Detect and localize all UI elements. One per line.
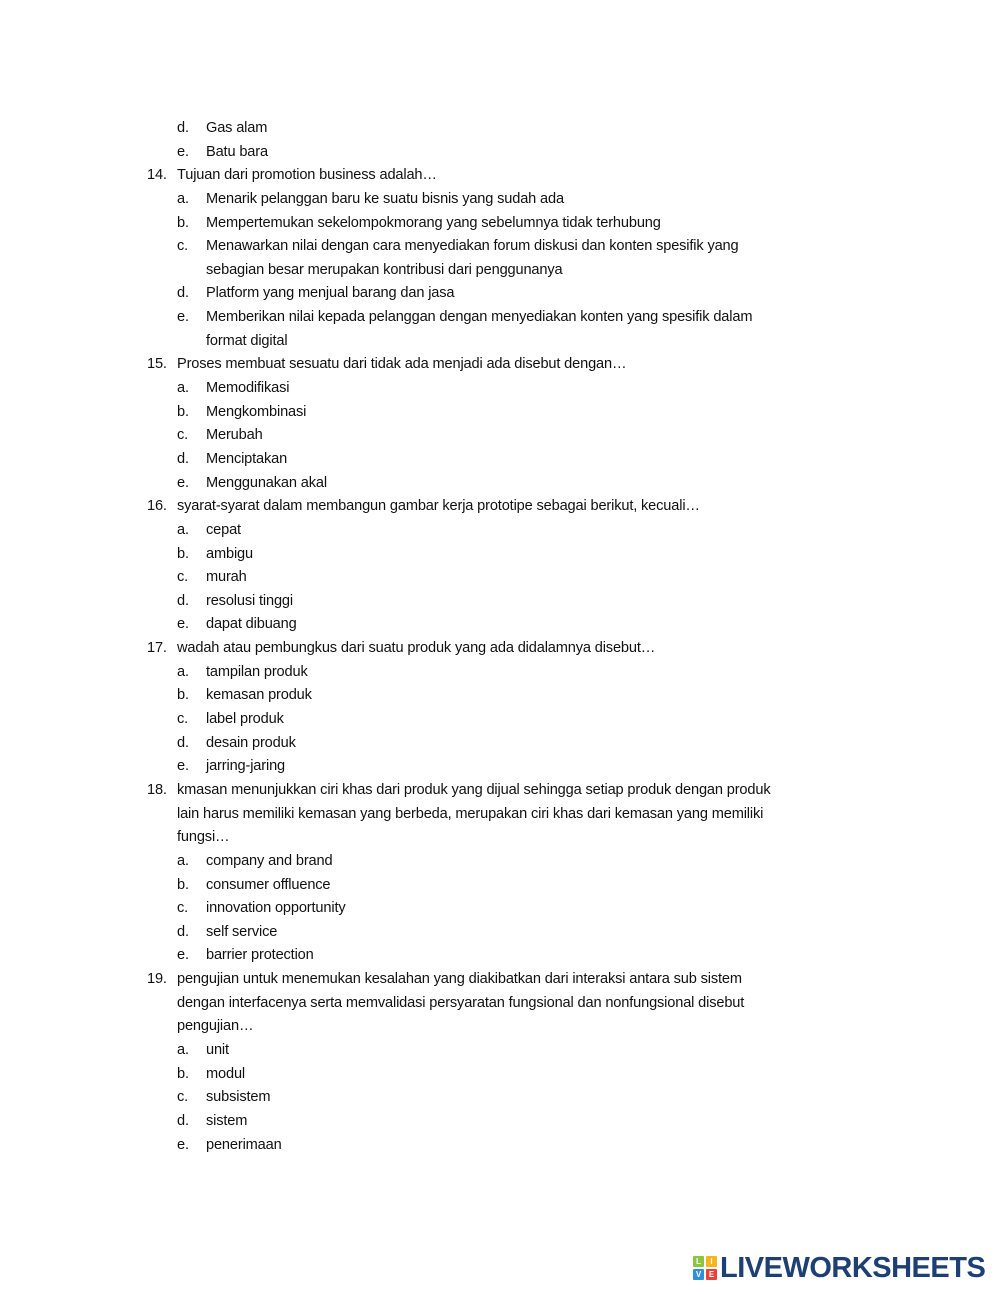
- question-text: pengujian…: [177, 1018, 254, 1035]
- option-letter: e.: [177, 616, 189, 633]
- option-text: unit: [206, 1041, 229, 1058]
- option-letter: e.: [177, 143, 189, 160]
- question-line: [0, 164, 1000, 188]
- logo-tile: V: [693, 1269, 704, 1280]
- option-text: format digital: [206, 332, 288, 349]
- option-letter: c.: [177, 238, 189, 255]
- answer-option[interactable]: [0, 661, 1000, 685]
- option-letter: b.: [177, 1065, 189, 1082]
- option-letter: b.: [177, 876, 189, 893]
- answer-option[interactable]: [0, 377, 1000, 401]
- answer-option[interactable]: [0, 850, 1000, 874]
- answer-option[interactable]: [0, 684, 1000, 708]
- option-letter: d.: [177, 285, 189, 302]
- option-text: Memodifikasi: [206, 380, 290, 397]
- option-text: Memberikan nilai kepada pelanggan dengan menyediakan konten yang spesifik dalam: [206, 309, 753, 326]
- option-letter: d.: [177, 450, 189, 467]
- option-letter: a.: [177, 1041, 189, 1058]
- answer-option[interactable]: [0, 944, 1000, 968]
- answer-option[interactable]: [0, 897, 1000, 921]
- option-text: Gas alam: [206, 120, 268, 136]
- option-text: tampilan produk: [206, 663, 308, 680]
- answer-option[interactable]: [0, 282, 1000, 306]
- option-letter: d.: [177, 734, 189, 751]
- question-text: Proses membuat sesuatu dari tidak ada menjadi ada disebut dengan…: [177, 356, 627, 373]
- question-line: [0, 353, 1000, 377]
- answer-option[interactable]: [0, 1086, 1000, 1110]
- liveworksheets-logo: [693, 1254, 985, 1282]
- logo-tile: L: [693, 1256, 704, 1267]
- answer-option[interactable]: [0, 874, 1000, 898]
- question-text: kmasan menunjukkan ciri khas dari produk yang dijual sehingga setiap produk dengan produk: [177, 781, 771, 798]
- option-letter: e.: [177, 1136, 189, 1153]
- option-text: self service: [206, 923, 278, 940]
- question-number: 18.: [147, 781, 167, 798]
- answer-option[interactable]: [0, 306, 1000, 330]
- option-text: Menawarkan nilai dengan cara menyediakan forum diskusi dan konten spesifik yang: [206, 238, 739, 255]
- option-text: jarring-jaring: [206, 758, 286, 775]
- question-text: wadah atau pembungkus dari suatu produk yang ada didalamnya disebut…: [177, 640, 656, 657]
- answer-option[interactable]: [0, 259, 1000, 283]
- option-text: sebagian besar merupakan kontribusi dari penggunanya: [206, 261, 563, 278]
- option-letter: b.: [177, 403, 189, 420]
- option-letter: d.: [177, 923, 189, 940]
- question-line: [0, 968, 1000, 992]
- option-letter: a.: [177, 663, 189, 680]
- answer-option[interactable]: [0, 921, 1000, 945]
- option-letter: e.: [177, 474, 189, 491]
- answer-option[interactable]: [0, 566, 1000, 590]
- question-number: 15.: [147, 356, 167, 373]
- question-text: pengujian untuk menemukan kesalahan yang diakibatkan dari interaksi antara sub sistem: [177, 971, 742, 988]
- option-text: Menggunakan akal: [206, 474, 327, 491]
- option-letter: d.: [177, 592, 189, 609]
- question-line: [0, 826, 1000, 850]
- question-number: 14.: [147, 167, 167, 184]
- option-letter: b.: [177, 687, 189, 704]
- option-text: Batu bara: [206, 143, 268, 160]
- option-text: ambigu: [206, 545, 253, 562]
- question-line: [0, 992, 1000, 1016]
- question-line: [0, 803, 1000, 827]
- option-letter: e.: [177, 758, 189, 775]
- question-text: syarat-syarat dalam membangun gambar kerja prototipe sebagai berikut, kecuali…: [177, 498, 700, 515]
- answer-option[interactable]: [0, 732, 1000, 756]
- option-letter: e.: [177, 947, 189, 964]
- answer-option[interactable]: [0, 117, 1000, 141]
- answer-option[interactable]: [0, 1110, 1000, 1134]
- answer-option[interactable]: [0, 448, 1000, 472]
- option-text: Mempertemukan sekelompokmorang yang sebelumnya tidak terhubung: [206, 214, 661, 231]
- answer-option[interactable]: [0, 330, 1000, 354]
- answer-option[interactable]: [0, 1134, 1000, 1158]
- option-text: Mengkombinasi: [206, 403, 307, 420]
- option-letter: c.: [177, 711, 189, 728]
- question-line: [0, 637, 1000, 661]
- question-number: 16.: [147, 498, 167, 515]
- answer-option[interactable]: [0, 543, 1000, 567]
- option-text: dapat dibuang: [206, 616, 297, 633]
- answer-option[interactable]: [0, 235, 1000, 259]
- answer-option[interactable]: [0, 590, 1000, 614]
- option-letter: d.: [177, 1112, 189, 1129]
- question-line: [0, 495, 1000, 519]
- option-text: penerimaan: [206, 1136, 282, 1153]
- logo-tile: I: [706, 1256, 717, 1267]
- option-text: innovation opportunity: [206, 900, 346, 917]
- option-text: consumer offluence: [206, 876, 331, 893]
- answer-option[interactable]: [0, 212, 1000, 236]
- option-text: kemasan produk: [206, 687, 312, 704]
- option-text: Merubah: [206, 427, 263, 444]
- option-text: cepat: [206, 521, 241, 538]
- answer-option[interactable]: [0, 188, 1000, 212]
- answer-option[interactable]: [0, 401, 1000, 425]
- question-text: Tujuan dari promotion business adalah…: [177, 167, 437, 184]
- logo-tile: E: [706, 1269, 717, 1280]
- option-text: desain produk: [206, 734, 296, 751]
- option-letter: c.: [177, 900, 189, 917]
- question-number: 19.: [147, 971, 167, 988]
- question-line: [0, 1015, 1000, 1039]
- option-letter: e.: [177, 309, 189, 326]
- logo-text: LIVEWORKSHEETS: [720, 1252, 986, 1284]
- question-text: lain harus memiliki kemasan yang berbeda, merupakan ciri khas dari kemasan yang memiliki: [177, 805, 764, 822]
- question-number: 17.: [147, 640, 167, 657]
- question-text: fungsi…: [177, 829, 230, 846]
- option-text: barrier protection: [206, 947, 314, 964]
- option-letter: c.: [177, 569, 189, 586]
- worksheet-document: [0, 117, 1000, 1157]
- option-text: murah: [206, 569, 247, 586]
- option-letter: b.: [177, 545, 189, 562]
- option-text: subsistem: [206, 1089, 271, 1106]
- option-letter: a.: [177, 521, 189, 538]
- answer-option[interactable]: [0, 755, 1000, 779]
- answer-option[interactable]: [0, 141, 1000, 165]
- option-text: modul: [206, 1065, 245, 1082]
- option-text: Menarik pelanggan baru ke suatu bisnis yang sudah ada: [206, 190, 564, 207]
- answer-option[interactable]: [0, 424, 1000, 448]
- live-tiles-icon: [693, 1256, 717, 1280]
- option-letter: b.: [177, 214, 189, 231]
- answer-option[interactable]: [0, 472, 1000, 496]
- option-text: label produk: [206, 711, 284, 728]
- option-letter: c.: [177, 1089, 189, 1106]
- option-text: sistem: [206, 1112, 248, 1129]
- option-letter: a.: [177, 852, 189, 869]
- option-text: Menciptakan: [206, 450, 288, 467]
- answer-option[interactable]: [0, 1063, 1000, 1087]
- answer-option[interactable]: [0, 1039, 1000, 1063]
- option-letter: d.: [177, 120, 189, 136]
- answer-option[interactable]: [0, 613, 1000, 637]
- option-text: resolusi tinggi: [206, 592, 293, 609]
- option-text: company and brand: [206, 852, 333, 869]
- question-line: [0, 779, 1000, 803]
- answer-option[interactable]: [0, 708, 1000, 732]
- question-text: dengan interfacenya serta memvalidasi persyaratan fungsional dan nonfungsional disebut: [177, 994, 745, 1011]
- option-letter: a.: [177, 190, 189, 207]
- option-letter: a.: [177, 380, 189, 397]
- option-letter: c.: [177, 427, 189, 444]
- answer-option[interactable]: [0, 519, 1000, 543]
- option-text: Platform yang menjual barang dan jasa: [206, 285, 455, 302]
